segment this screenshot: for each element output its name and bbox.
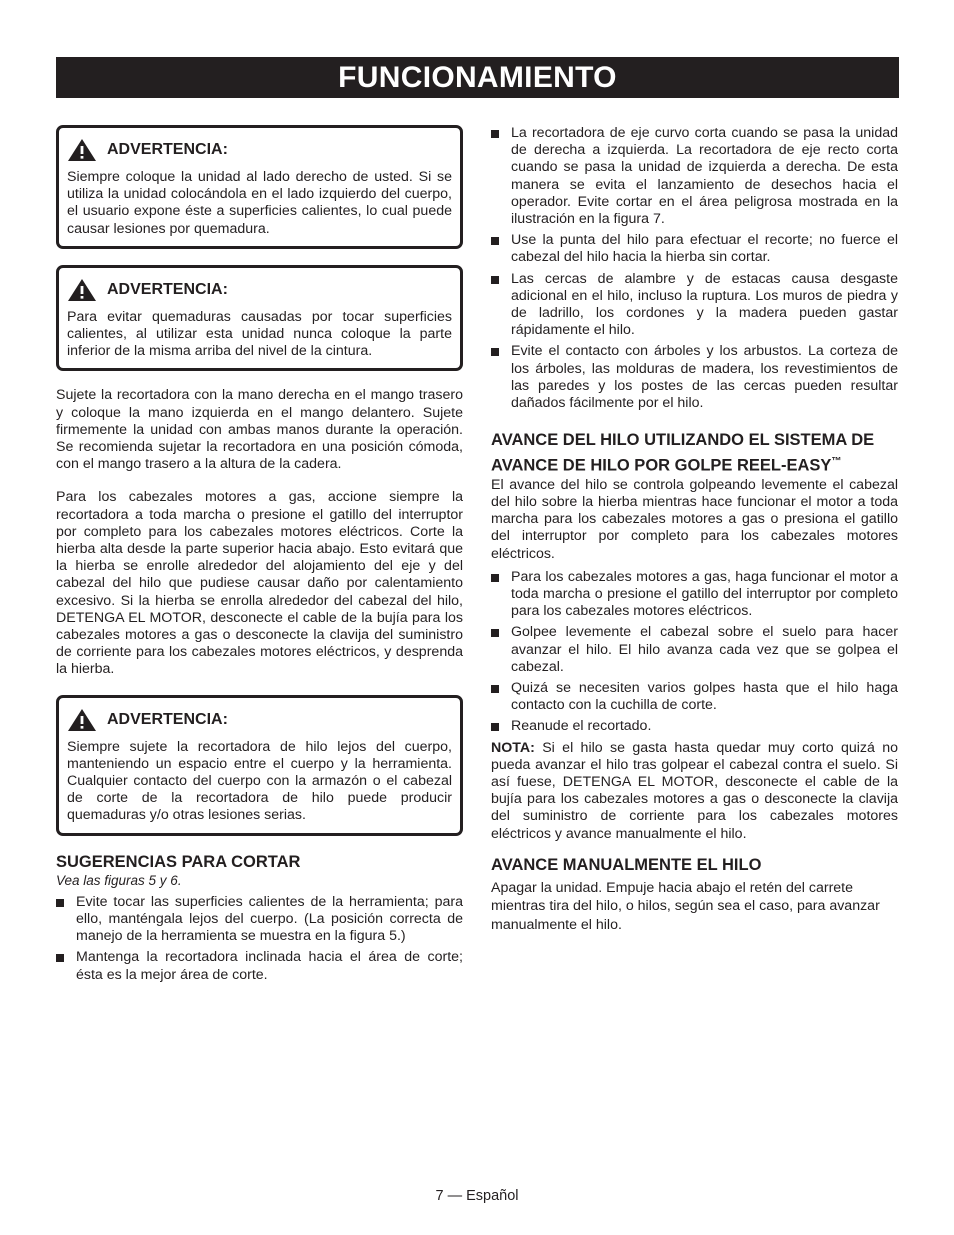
bullet-list (56, 894, 463, 984)
warning-title: ADVERTENCIA: (107, 280, 228, 298)
paragraph: El avance del hilo se controla golpeando levemente el cabezal del hilo sobre la hierba mientras hace funcionar el motor a toda marcha para los cabezales motores a gas o presiona el gatillo del interruptor por completo para los cabezales motores eléctricos. (491, 476, 898, 562)
warning-box (56, 125, 463, 249)
warning-title: ADVERTENCIA: (107, 141, 228, 158)
list-item: Use la punta del hilo para efectuar el recorte; no fuerce el cabezal del hilo hacia la hierba sin cortar. (491, 232, 898, 266)
warning-box (56, 265, 463, 372)
bullet-square-icon (491, 685, 499, 693)
section-heading: AVANCE MANUALMENTE EL HILO (491, 855, 762, 874)
list-item: Evite tocar las superficies calientes de la herramienta; para ello, manténgala lejos del cuerpo. (La posición correcta de manejo de la herramienta se muestra en la figura 5.) (56, 894, 463, 946)
bullet-square-icon (491, 629, 499, 637)
list-item: Golpee levemente el cabezal sobre el suelo para hacer avanzar el hilo. El hilo avanza cada vez que se golpea el cabezal. (491, 624, 898, 676)
bullet-square-icon (491, 574, 499, 582)
paragraph: Sujete la recortadora con la mano derecha en el mango trasero y coloque la mano izquierda en el mango delantero. Sujete firmemente la unidad con ambas manos durante la operación. Se recomienda sujetar la recortadora en una posición cómoda, con el mango trasero a la altura de la cadera. (56, 387, 463, 473)
right-column (491, 125, 898, 950)
section-heading: AVANCE DEL HILO UTILIZANDO EL SISTEMA DE AVANCE DE HILO POR GOLPE REEL-EASY™ (491, 431, 875, 475)
bullet-square-icon (491, 723, 499, 731)
bullet-square-icon (491, 130, 499, 138)
bullet-square-icon (491, 348, 499, 356)
warning-text: Para evitar quemaduras causadas por tocar superficies calientes, al utilizar esta unidad nunca coloque la parte inferior de la misma arriba del nivel de la cintura. (67, 308, 452, 360)
page-title: FUNCIONAMIENTO (56, 57, 899, 98)
list-item: Las cercas de alambre y de estacas causa desgaste adicional en el hilo, incluso la ruptura. Los muros de piedra y de ladrillo, los cordones y la madera pueden gastar rápidamente el hilo. (491, 271, 898, 340)
list-item: Evite el contacto con árboles y los arbustos. La corteza de los árboles, las molduras de madera, los revestimientos de las paredes y los postes de las cercas pueden resultar dañados fácilmente por el hilo. (491, 343, 898, 412)
paragraph: Apagar la unidad. Empuje hacia abajo el retén del carrete mientras tira del hilo, o hilos, según sea el caso, para avanzar manualmente el hilo. (491, 879, 880, 933)
bullet-square-icon (491, 237, 499, 245)
list-item: Reanude el recortado. (491, 718, 898, 735)
trademark-symbol: ™ (831, 456, 842, 468)
warning-triangle-icon (67, 278, 97, 302)
bullet-list (491, 569, 898, 736)
left-column (56, 125, 463, 988)
warning-text: Siempre coloque la unidad al lado derecho de usted. Si se utiliza la unidad colocándola en el lado izquierdo del cuerpo, el usuario expone éste a superficies calientes, lo cual puede causar lesiones por quemadura. (67, 169, 452, 237)
warning-text: Siempre sujete la recortadora de hilo lejos del cuerpo, manteniendo un espacio entre el cuerpo y la herramienta. Cualquier contacto del cuerpo con la armazón o el cabezal de corte de la recortadora de hilo puede producir quemaduras y/o otras lesiones serias. (67, 738, 452, 824)
note-label: NOTA: (491, 739, 535, 756)
bullet-square-icon (56, 899, 64, 907)
list-item: Para los cabezales motores a gas, haga funcionar el motor a toda marcha o presione el gatillo del interruptor por completo para los cabezales motores eléctricos. (491, 569, 898, 621)
list-item: La recortadora de eje curvo corta cuando se pasa la unidad de derecha a izquierda. La recortadora de eje recto corta cuando se pasa la unidad de izquierda a derecha. De esta manera se evita el lanzamiento de desechos hacia el operador. Evite cortar en el área peligrosa mostrada en la ilustración en la figura 7. (491, 125, 898, 228)
list-item: Quizá se necesiten varios golpes hasta que el hilo haga contacto con la cuchilla de corte. (491, 680, 898, 714)
warning-triangle-icon (67, 138, 97, 162)
page-footer: 7 — Español (435, 1188, 519, 1204)
paragraph: Para los cabezales motores a gas, accione siempre la recortadora a toda marcha o presione el gatillo del interruptor por completo para los cabezales motores eléctricos. Corte la hierba alta desde la parte superior hacia abajo. Esto evitará que la hierba se enrolle alrededor del alojamiento del eje y del cabezal del hilo que pudiese causar daño por calentamiento excesivo. Si la hierba se enrolla alrededor del cabezal del hilo, DETENGA EL MOTOR, desconecte el cable de la bujía para los cabezales motores a gas o desconecte la clavija del suministro de corriente para los cabezales motores eléctricos, y desprenda la hierba. (56, 489, 463, 678)
note-paragraph: NOTA: Si el hilo se gasta hasta quedar muy corto quizá no pueda avanzar el hilo tras golpear el cabezal contra el suelo. Si así fuese, DETENGA EL MOTOR, desconecte el cable de la bujía para los cabezales motores a gas o desconecte la clavija del suministro de corriente para los cabezales motores eléctricos y avance manualmente el hilo. (491, 739, 898, 842)
warning-triangle-icon (67, 708, 97, 732)
warning-title: ADVERTENCIA: (107, 710, 228, 728)
warning-box (56, 695, 463, 836)
bullet-square-icon (56, 954, 64, 962)
bullet-square-icon (491, 276, 499, 284)
section-heading: SUGERENCIAS PARA CORTAR (56, 852, 301, 871)
list-item: Mantenga la recortadora inclinada hacia el área de corte; ésta es la mejor área de corte. (56, 949, 463, 983)
bullet-list (491, 125, 898, 412)
section-subtitle: Vea las figuras 5 y 6. (56, 872, 182, 888)
